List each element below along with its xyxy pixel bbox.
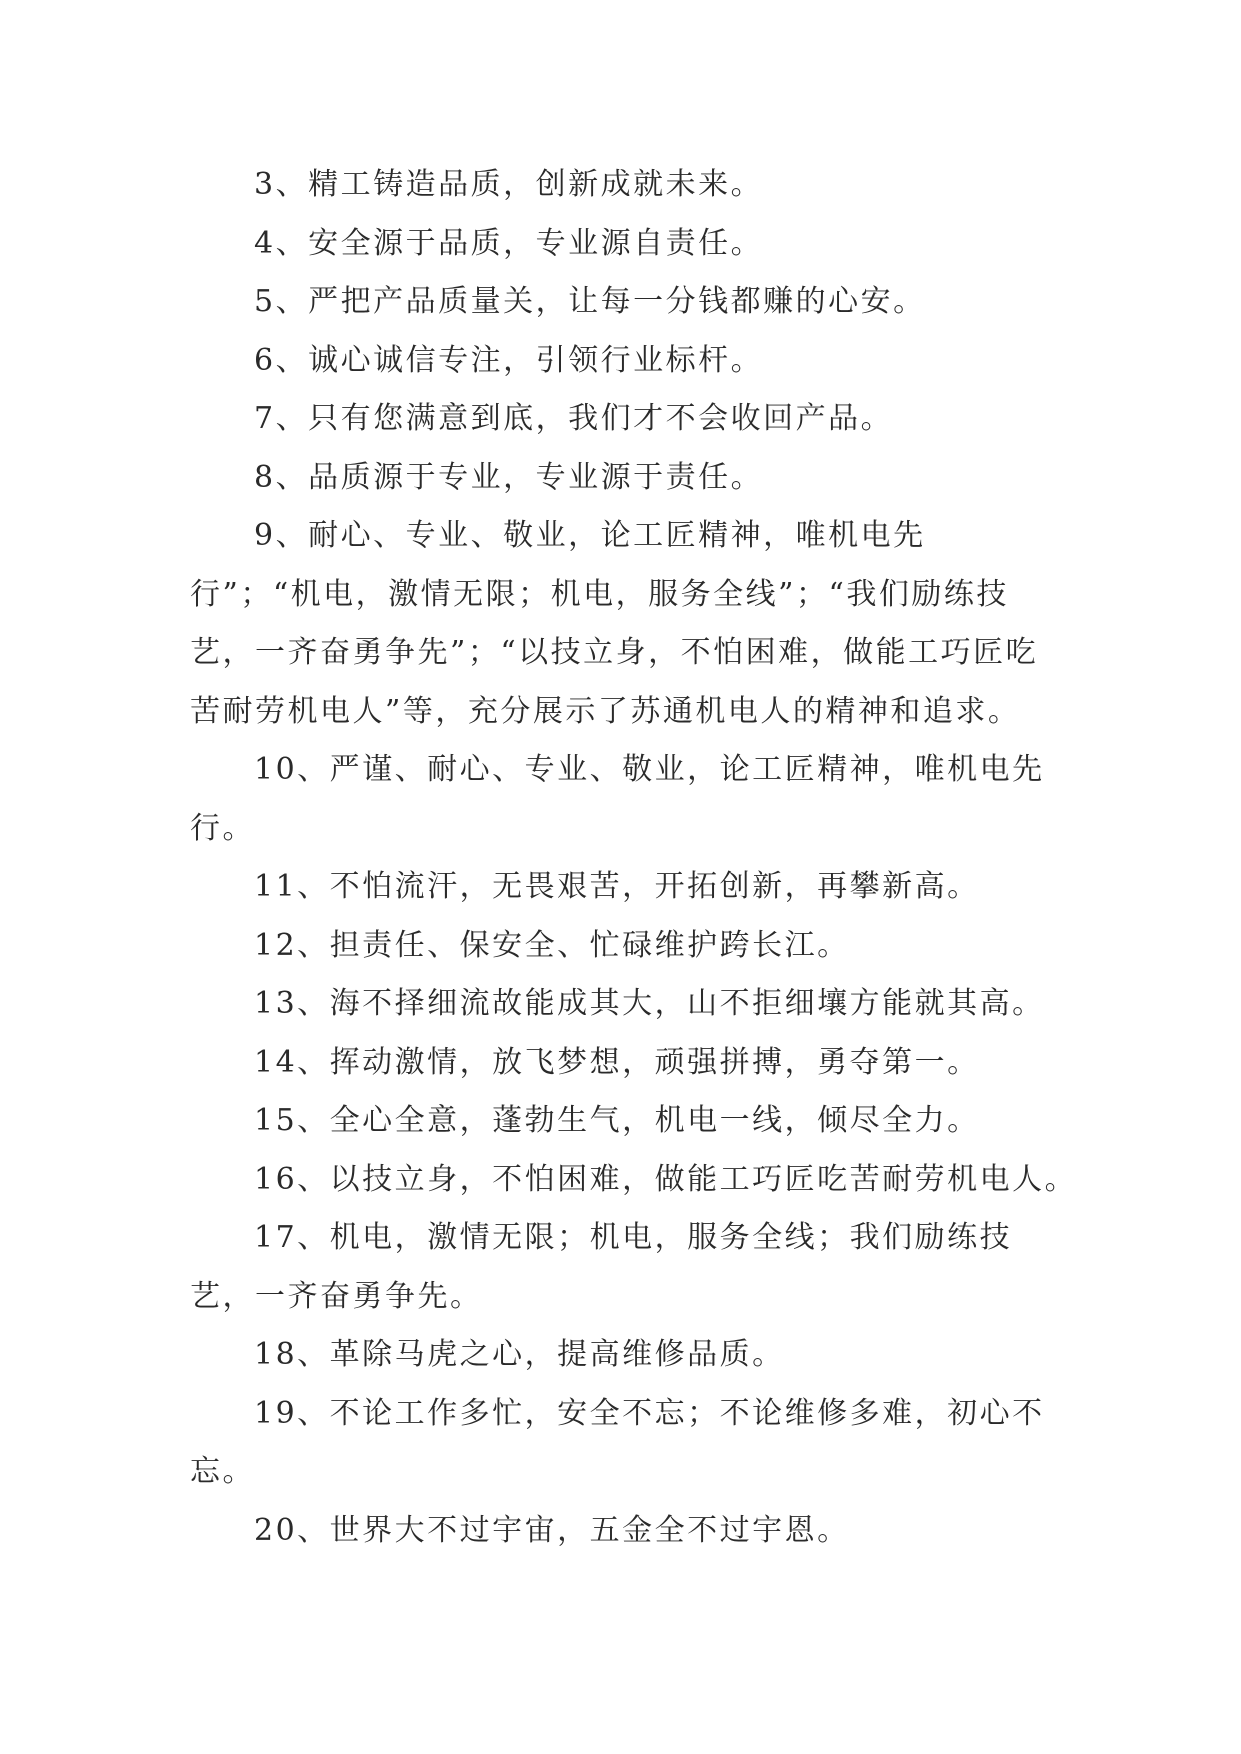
slogan-item-7: 7、只有您满意到底，我们才不会收回产品。: [254, 401, 894, 436]
slogan-item-5: 5、严把产品质量关，让每一分钱都赚的心安。: [254, 284, 926, 319]
slogan-item-12: 12、担责任、保安全、忙碌维护跨长江。: [254, 927, 850, 963]
document-body: [190, 156, 1078, 1560]
slogan-item-19: 19、不论工作多忙，安全不忘；不论维修多难，初心不忘。: [190, 1395, 1045, 1489]
slogan-item-18: 18、革除马虎之心，提高维修品质。: [254, 1337, 785, 1372]
slogan-item-15: 15、全心全意，蓬勃生气，机电一线，倾尽全力。: [254, 1103, 980, 1138]
slogan-item-6: 6、诚心诚信专注，引领行业标杆。: [254, 342, 764, 378]
slogan-item-8: 8、品质源于专业，专业源于责任。: [254, 459, 764, 495]
slogan-item-13: 13、海不择细流故能成其大，山不拒细壤方能就其高。: [254, 986, 1045, 1021]
slogan-item-14: 14、挥动激情，放飞梦想，顽强拼搏，勇夺第一。: [254, 1044, 980, 1080]
slogan-item-10: 10、严谨、耐心、专业、敬业，论工匠精神，唯机电先行。: [190, 752, 1045, 846]
slogan-item-3: 3、精工铸造品质，创新成就未来。: [254, 167, 764, 202]
slogan-item-11: 11、不怕流汗，无畏艰苦，开拓创新，再攀新高。: [254, 869, 980, 904]
slogan-item-17: 17、机电，激情无限；机电，服务全线；我们励练技艺，一齐奋勇争先。: [190, 1220, 1013, 1314]
slogan-item-20: 20、世界大不过宇宙，五金全不过宇恩。: [254, 1512, 850, 1548]
slogan-item-9: 9、耐心、专业、敬业，论工匠精神，唯机电先行”；“机电，激情无限；机电，服务全线”；“我们励练技艺，一齐奋勇争先”；“以技立身，不怕困难，做能工巧匠吃苦耐劳机电人”等，充分展示了苏通机电人的精神和追求。: [190, 518, 1039, 729]
slogan-item-16: 16、以技立身，不怕困难，做能工巧匠吃苦耐劳机电人。: [254, 1161, 1078, 1197]
slogan-item-4: 4、安全源于品质，专业源自责任。: [254, 225, 764, 261]
